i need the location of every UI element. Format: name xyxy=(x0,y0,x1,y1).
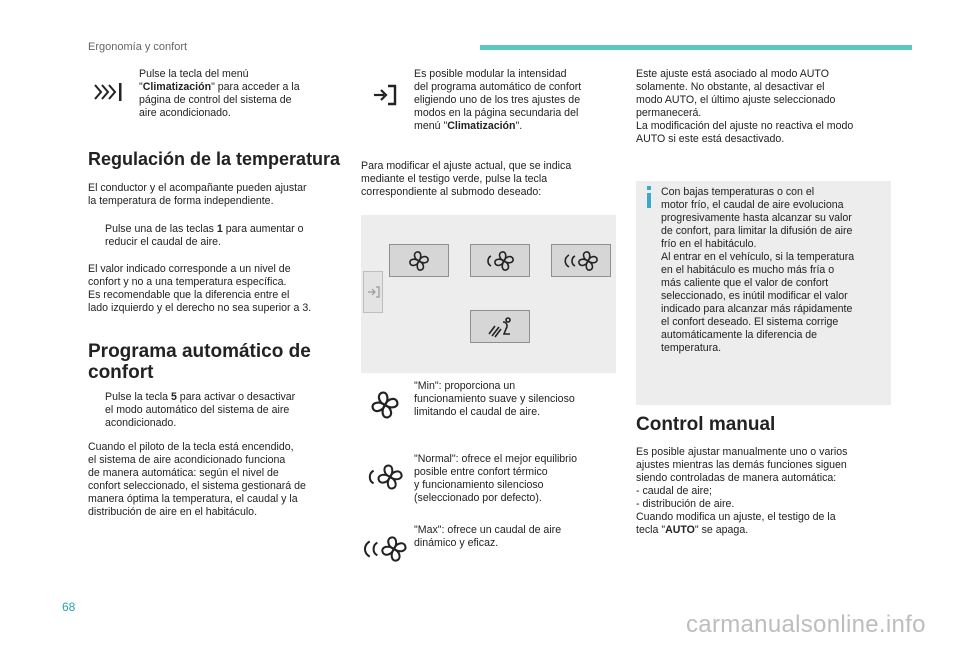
text-line: manera óptima la temperatura, el caudal y la xyxy=(88,493,298,505)
text-line: el sistema de aire acondicionado funciona xyxy=(88,454,286,466)
text-line: permanecerá. xyxy=(636,107,702,119)
max-description xyxy=(414,524,619,550)
text-line: lado izquierdo y el derecho no sea superior a 3. xyxy=(88,302,312,314)
text-line: eligiendo uno de los tres ajustes de xyxy=(414,94,581,106)
text-line: frío en el habitáculo. xyxy=(661,238,757,250)
text-line: AUTO si este está desactivado. xyxy=(636,133,785,145)
change-text xyxy=(361,160,616,199)
text-line: El conductor y el acompañante pueden ajustar xyxy=(88,182,307,194)
text-line: "Normal": ofrece el mejor equilibrio xyxy=(414,453,577,465)
header-bar xyxy=(480,45,912,50)
screen-back-tab[interactable] xyxy=(363,271,383,313)
min-description xyxy=(414,380,619,419)
auto-note xyxy=(636,68,896,146)
text-line: confort seleccionado, el sistema gestionará de xyxy=(88,480,306,492)
text-line: Pulse la tecla 5 para activar o desactivar xyxy=(105,391,296,403)
text-line: La modificación del ajuste no reactiva el modo xyxy=(636,120,854,132)
text-line: solamente. No obstante, al desactivar el xyxy=(636,81,825,93)
text-line: correspondiente al submodo deseado: xyxy=(361,186,542,198)
temp-paragraph-2 xyxy=(88,263,353,315)
text-line: El valor indicado corresponde a un nivel de xyxy=(88,263,291,275)
fan-normal-icon xyxy=(366,462,404,492)
auto-heading xyxy=(88,341,311,383)
text-line: la temperatura de forma independiente. xyxy=(88,195,274,207)
fan-max-icon xyxy=(563,250,599,272)
text-line: acondicionado. xyxy=(105,417,177,429)
text-line: el modo automático del sistema de aire xyxy=(105,404,290,416)
fan-min-icon xyxy=(408,250,430,272)
text-line: Cuando modifica un ajuste, el testigo de la xyxy=(636,511,836,523)
text-line: Este ajuste está asociado al modo AUTO xyxy=(636,68,829,80)
climate-screen-panel xyxy=(361,215,616,373)
text-line: Es posible ajustar manualmente uno o varios xyxy=(636,446,848,458)
text-line: "Max": ofrece un caudal de aire xyxy=(414,524,562,536)
text-line: "Min": proporciona un xyxy=(414,380,516,392)
fan-max-icon xyxy=(362,535,408,563)
text-line: de confort, para limitar la difusión de aire xyxy=(661,225,853,237)
heading-line: Programa automático de xyxy=(88,341,311,362)
fan-max-button[interactable] xyxy=(551,244,611,277)
text-line: posible entre confort térmico xyxy=(414,466,548,478)
text-line: indicado para alcanzar más rápidamente xyxy=(661,303,853,315)
text-line: del programa automático de confort xyxy=(414,81,582,93)
text-line: Es recomendable que la diferencia entre el xyxy=(88,289,290,301)
text-line: en el habitáculo es mucho más fría o xyxy=(661,264,835,276)
intro-text xyxy=(139,68,339,120)
fan-normal-icon xyxy=(485,250,515,272)
temp-paragraph xyxy=(88,182,348,208)
text-line: funcionamiento suave y silencioso xyxy=(414,393,575,405)
header-title: Ergonomía y confort xyxy=(88,41,188,53)
text-line: - caudal de aire; xyxy=(636,485,712,497)
text-line: el confort deseado. El sistema corrige xyxy=(661,316,839,328)
temp-bullet xyxy=(88,223,348,249)
auto-bullet xyxy=(88,391,348,430)
text-line: Con bajas temperaturas o con el xyxy=(661,186,815,198)
text-line: tecla "AUTO" se apaga. xyxy=(636,524,749,536)
text-line: siendo controladas de manera automática: xyxy=(636,472,837,484)
text-line: dinámico y eficaz. xyxy=(414,537,499,549)
manual-heading: Control manual xyxy=(636,414,776,435)
text-line: modo AUTO, el último ajuste seleccionado xyxy=(636,94,836,106)
text-line: - distribución de aire. xyxy=(636,498,735,510)
text-line: distribución de aire en el habitáculo. xyxy=(88,506,258,518)
info-text xyxy=(661,186,889,355)
text-line: ajustes mientras las demás funciones siguen xyxy=(636,459,847,471)
seat-airflow-button[interactable] xyxy=(470,310,530,343)
heading-line: confort xyxy=(88,362,154,383)
enter-page-icon xyxy=(371,82,399,108)
temp-heading: Regulación de la temperatura xyxy=(88,149,341,169)
fan-min-icon xyxy=(370,390,400,420)
text-line: Para modificar el ajuste actual, que se indica xyxy=(361,160,572,172)
text-line: reducir el caudal de aire. xyxy=(105,236,222,248)
modulate-text xyxy=(414,68,619,133)
text-line: mediante el testigo verde, pulse la tecla xyxy=(361,173,548,185)
seat-airflow-icon xyxy=(485,316,515,338)
text-line: motor frío, el caudal de aire evoluciona xyxy=(661,199,844,211)
text-line: automáticamente la diferencia de xyxy=(661,329,818,341)
text-line: Pulse una de las teclas 1 para aumentar o xyxy=(105,223,304,235)
text-line: confort y no a una temperatura específica. xyxy=(88,276,287,288)
normal-description xyxy=(414,453,619,505)
intro-line: Pulse la tecla del menú xyxy=(139,68,249,80)
text-line: Cuando el piloto de la tecla está encendido, xyxy=(88,441,294,453)
text-line: menú "Climatización". xyxy=(414,120,523,132)
manual-text xyxy=(636,446,896,537)
text-line: (seleccionado por defecto). xyxy=(414,492,542,504)
info-box xyxy=(636,181,891,405)
text-line: seleccionado, es inútil modificar el valor xyxy=(661,290,848,302)
intro-line: "Climatización" para acceder a la xyxy=(139,81,300,93)
text-line: progresivamente hasta alcanzar su valor xyxy=(661,212,852,224)
intro-bold: Climatización xyxy=(142,81,212,93)
text-line: limitando el caudal de aire. xyxy=(414,406,541,418)
watermark: carmanualsonline.info xyxy=(686,611,926,638)
fan-min-button[interactable] xyxy=(389,244,449,277)
text-line: Es posible modular la intensidad xyxy=(414,68,567,80)
text-line: modos en la página secundaria del xyxy=(414,107,579,119)
text-line: y funcionamiento silencioso xyxy=(414,479,544,491)
fan-normal-button[interactable] xyxy=(470,244,530,277)
text-line: temperatura. xyxy=(661,342,722,354)
text-line: de manera automática: según el nivel de xyxy=(88,467,279,479)
intro-line: página de control del sistema de xyxy=(139,94,292,106)
text-line: más caliente que el valor de confort xyxy=(661,277,829,289)
intro-line: aire acondicionado. xyxy=(139,107,231,119)
page-number: 68 xyxy=(62,600,76,614)
fan-slider-icon xyxy=(92,79,126,105)
text-line: Al entrar en el vehículo, si la temperatura xyxy=(661,251,855,263)
auto-paragraph xyxy=(88,441,353,519)
info-icon xyxy=(645,186,653,212)
